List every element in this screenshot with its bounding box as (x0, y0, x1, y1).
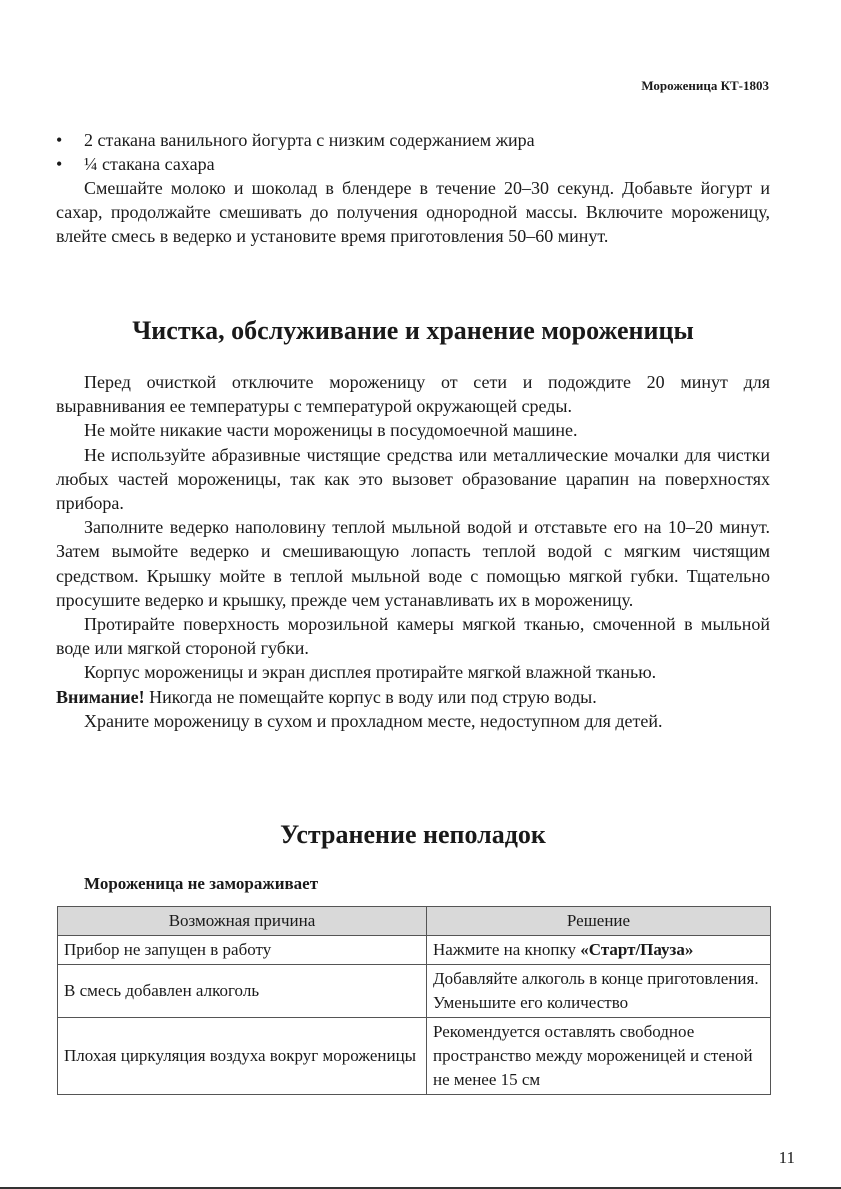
solution-cell: Рекомендуется оставлять свободное пространство между мороженицей и стеной не менее 15 см (427, 1018, 771, 1095)
paragraph: Храните мороженицу в сухом и прохладном месте, недоступном для детей. (84, 710, 663, 731)
paragraph: Корпус мороженицы и экран дисплея протирайте мягкой влажной тканью. (84, 662, 657, 683)
paragraph: Не используйте абразивные чистящие средства или металлические мочалки для чистки любых частей мороженицы, так как это вызовет образование царапин на поверхностях прибора. (56, 444, 770, 514)
cause-cell: Плохая циркуляция воздуха вокруг мороженицы (58, 1018, 427, 1095)
warning-text: Никогда не помещайте корпус в воду или под струю воды. (144, 686, 597, 707)
column-header-cause: Возможная причина (58, 907, 427, 936)
cause-cell: Прибор не запущен в работу (58, 936, 427, 965)
table-row (58, 1018, 771, 1095)
intro-section (56, 128, 770, 248)
running-header: Мороженица КТ-1803 (641, 78, 769, 93)
solution-cell (427, 936, 771, 965)
list-item: • ¼ стакана сахара (56, 152, 770, 176)
paragraph: Не мойте никакие части мороженицы в посудомоечной машине. (84, 420, 578, 441)
section-heading-cleaning: Чистка, обслуживание и хранение мороженицы (132, 316, 694, 345)
solution-text: Нажмите на кнопку (433, 940, 581, 959)
table-row (58, 936, 771, 965)
column-header-solution: Решение (427, 907, 771, 936)
list-item: • 2 стакана ванильного йогурта с низким содержанием жира (56, 128, 770, 152)
paragraph: Заполните ведерко наполовину теплой мыльной водой и отставьте его на 10–20 минут. Затем вымойте ведерко и смешивающую лопасть теплой водой с мягким чистящим средством. Крышку мойте в теплой мыльной воде с помощью мягкой губки. Тщательно просушите ведерко и крышку, прежде чем устанавливать их в мороженицу. (56, 517, 770, 610)
paragraph: Протирайте поверхность морозильной камеры мягкой тканью, смоченной в мыльной воде или мягкой стороной губки. (56, 614, 770, 659)
button-name: «Старт/Пауза» (580, 940, 694, 959)
page-number: 11 (778, 1148, 795, 1167)
paragraph: Перед очисткой отключите мороженицу от сети и подождите 20 минут для выравнивания ее температуры с температурой окружающей среды. (56, 372, 770, 417)
warning-label: Внимание! (56, 686, 145, 707)
problem-heading: Мороженица не замораживает (84, 874, 319, 893)
section-heading-troubleshooting: Устранение неполадок (280, 820, 546, 849)
intro-paragraph: Смешайте молоко и шоколад в блендере в течение 20–30 секунд. Добавьте йогурт и сахар, продолжайте смешивать до получения однородной массы. Включите мороженицу, влейте смесь в ведерко и установите время приготовления 50–60 минут. (56, 178, 770, 246)
table-row (58, 965, 771, 1018)
cleaning-section (56, 370, 770, 733)
table-header-row (58, 907, 771, 936)
warning-paragraph (56, 685, 770, 709)
solution-cell: Добавляйте алкоголь в конце приготовления. Уменьшите его количество (427, 965, 771, 1018)
troubleshooting-table (57, 906, 771, 1095)
cause-cell: В смесь добавлен алкоголь (58, 965, 427, 1018)
